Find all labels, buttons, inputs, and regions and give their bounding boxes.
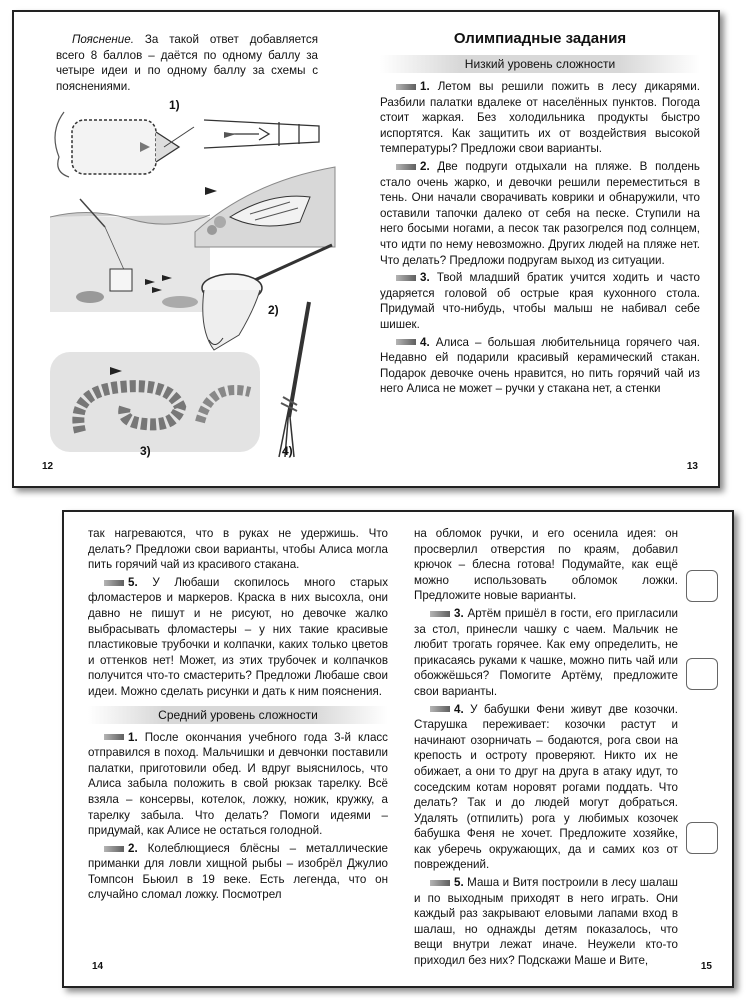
task-item: 1. После окончания учебного года 3-й класс отправился в поход. Мальчишки и девчонки поставили палатки, приготовили обед. И вдруг выяснилось, что Алиса забыла положить в свой рюкзак тарелку. Всё взяла – консервы, котелок, ложку, ножик, кружку, а тарелку забыла. Что делать? Помоги идеями – придумай, как Алисе не остаться голодной. xyxy=(88,730,388,838)
task-marker-icon xyxy=(430,706,450,712)
figure-label-3: 3) xyxy=(140,444,151,458)
task-marker-icon xyxy=(396,275,416,281)
task-item: 4. У бабушки Фени живут две козочки. Старушка переживает: козочки растут и начинают озорничать – бодаются, рога свои на крепость и остроту проверяют. Никто их не обижает, а они то друг на друга в атаку идут, то соседским котам норовят рогами поддать. Что делать? Так и до людей могут добраться. Удалять (отпилить) рога у любимых козочек бабушка Феня не хочет. Предложите хозяйке, как уберечь окружающих, да и самих коз от повреждений. xyxy=(414,702,678,872)
figure-label-1: 1) xyxy=(169,98,180,112)
page-number-15: 15 xyxy=(700,961,712,972)
page-spread-14-15 xyxy=(62,510,734,988)
task-marker-icon xyxy=(104,734,124,740)
task-marker-icon xyxy=(396,164,416,170)
task-item: 4. Алиса – большая любительница горячего чая. Недавно ей подарили красивый керамический стакан. Подарок девочке очень нравится, но пить горячий чай из него Алиса не может – ручки у стакана нет, а стенки xyxy=(380,335,700,396)
task-marker-icon xyxy=(396,339,416,345)
page-15 xyxy=(400,512,736,986)
continued-text: на обломок ручки, и его осенила идея: он просверлил отверстия по краям, добавил крючок – блесна готова! Подумайте, как ещё можно использовать обломок ложки. Предложите новые варианты. xyxy=(414,527,678,603)
task-item: 2. Колеблющиеся блёсны – металлические приманки для ловли хищной рыбы – изобрёл Джулио Томпсон Бьюил в 19 веке. Есть легенда, что он случайно сломал ложку. Посмотрел xyxy=(88,841,388,902)
task-marker-icon xyxy=(104,846,124,852)
answer-checkbox[interactable] xyxy=(686,658,718,690)
page-14 xyxy=(64,512,400,986)
page-number-12: 12 xyxy=(42,461,54,472)
answer-checkbox[interactable] xyxy=(686,822,718,854)
figure-label-2: 2) xyxy=(268,303,279,317)
illustration-beach-mat xyxy=(190,162,340,252)
note-label: Пояснение. xyxy=(72,33,134,46)
task-item: 2. Две подруги отдыхали на пляже. В полдень стало очень жарко, и девочки решили переместиться в тень. Они начали сворачивать коврики и обнаружили, что оставили тапочки далеко от себя на песке. Ступили на него босыми ногами, а песок так разогрелся под солнцем, что идти по нему невозможно. Других людей на пляже нет. Что делать? Предложи подругам выход из ситуации. xyxy=(380,159,700,267)
page-number-13: 13 xyxy=(686,461,698,472)
page-spread-12-13 xyxy=(12,10,720,488)
task-marker-icon xyxy=(430,611,450,617)
task-marker-icon xyxy=(430,880,450,886)
task-item: 1. Летом вы решили пожить в лесу дикарями. Разбили палатки вдалеке от населённых пунктов. Погода стоит жаркая. Без холодильника продукты быстро испортятся. Как защитить их от воздействия высокой температуры? Предложи свои варианты. xyxy=(380,80,700,156)
continued-text: так нагреваются, что в руках не удержишь. Что делать? Предложи свои варианты, чтобы Алиса могла пить горячий чай из красивого стакана. xyxy=(88,527,388,572)
answer-checkbox[interactable] xyxy=(686,570,718,602)
note-paragraph xyxy=(56,32,318,94)
task-item: 5. Маша и Витя построили в лесу шалаш и по выходным приходят в него играть. Они каждый раз закрывают еловыми лапами вход в шалаш, но однажды детям показалось, что вещи внутри лежат иначе. Неужели кто-то приходил без них? Подскажи Маше и Вите, xyxy=(414,876,678,968)
task-item: 3. Твой младший братик учится ходить и часто ударяется головой об острые края кухонного стола. Придумай что-нибудь, чтобы малыш не набивал себе шишек. xyxy=(380,271,700,331)
page-12 xyxy=(14,12,368,486)
task-item: 5. У Любаши скопилось много старых фломастеров и маркеров. Краска в них высохла, они давно не пишут и не рисуют, но девочке жалко выбрасывать фломастеры – у них такие красивые пластиковые трубочки и колпачки, каких только цветов и оттенков нет! Может, из этих трубочек и колпачков получится что-то смастерить? Предложи Любаше свои идеи. Можно сделать рисунки и дать к ним пояснения. xyxy=(88,575,388,698)
page-number-14: 14 xyxy=(92,961,104,972)
note-text: За такой ответ добавляется всего 8 баллов – даётся по одному баллу за четыре идеи и по одному баллу за схемы с пояснениями. xyxy=(56,33,318,93)
page-13 xyxy=(368,12,722,486)
difficulty-level-medium: Средний уровень сложности xyxy=(88,706,388,724)
difficulty-level-low: Низкий уровень сложности xyxy=(380,55,700,73)
figure-label-4: 4) xyxy=(282,444,293,458)
task-item: 3. Артём пришёл в гости, его пригласили за стол, принесли чашку с чаем. Мальчик не любит трогать горячее. Как ему определить, не прикасаясь руками к чашке, можно пить чай или обожжёшься? Помогите Артёму, предложите свои варианты. xyxy=(414,606,678,698)
task-marker-icon xyxy=(396,84,416,90)
illustration-stone-trap xyxy=(50,352,260,452)
page-title: Олимпиадные задания xyxy=(453,30,627,47)
task-marker-icon xyxy=(104,580,124,586)
illustration-spear xyxy=(259,297,319,462)
